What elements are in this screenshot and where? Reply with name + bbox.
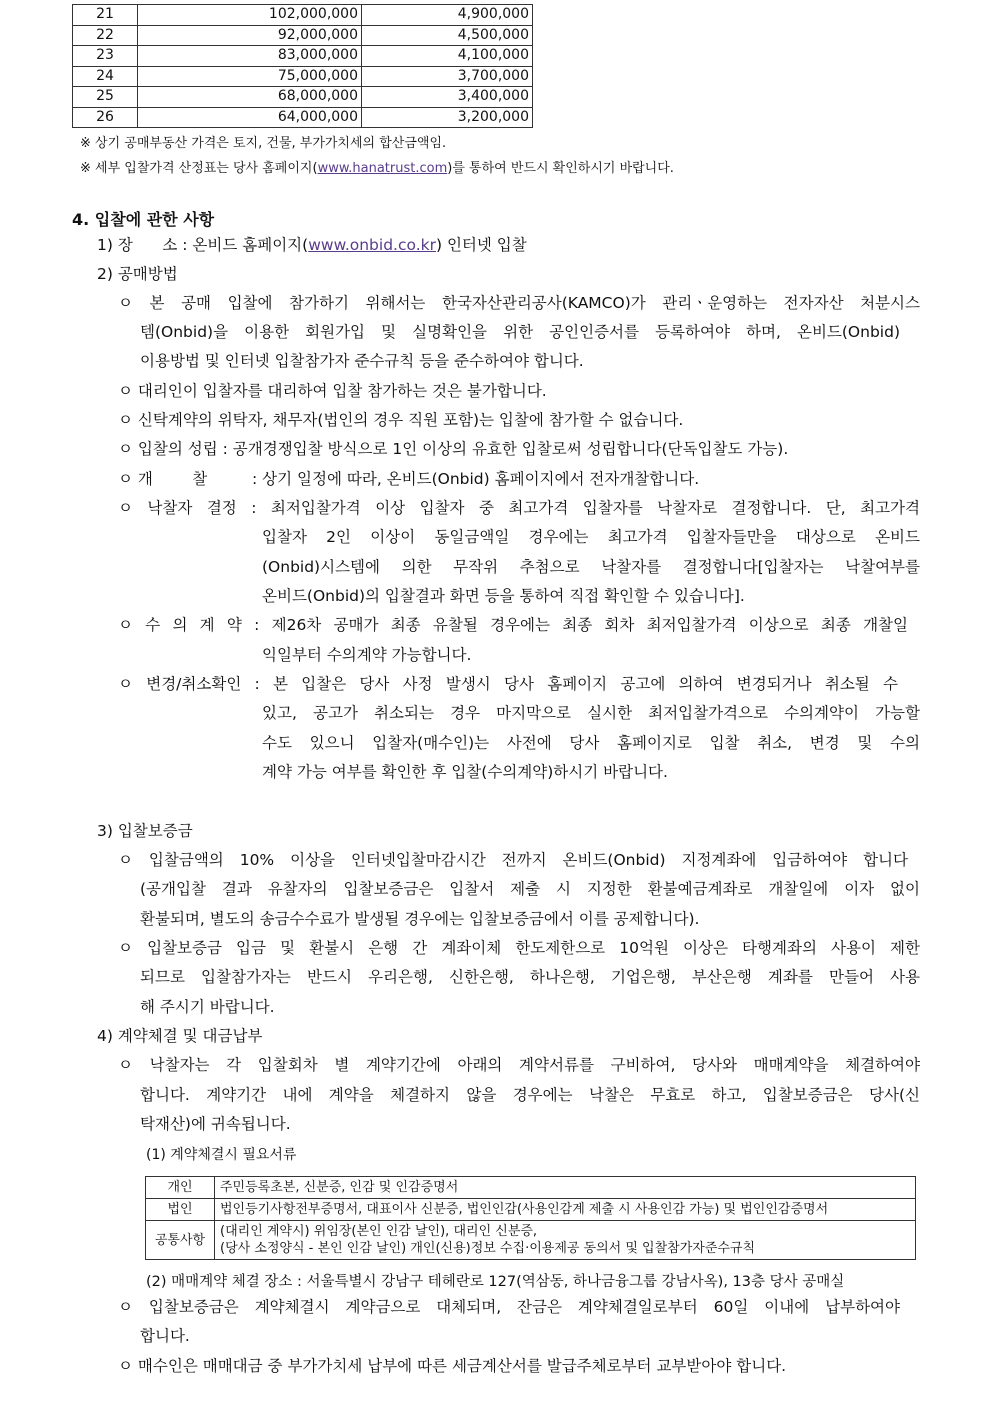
cell-deposit: 3,700,000 [362,66,533,87]
note-price-includes: ※ 상기 공매부동산 가격은 토지, 건물, 부가가치세의 합산금액임. [80,136,447,151]
method-item-1-l3: 이용방법 및 인터넷 입찰참가자 준수규칙 등을 준수하여야 합니다. [140,352,584,370]
line: ㅇ 변경/취소확인 : 본 입찰은 당사 사정 발생시 당사 홈페이지 공고에 의하여 변경되거나 취소될 수 [118,675,898,693]
table-row [73,46,533,67]
cell-round: 23 [73,46,138,67]
contract-item-2 [118,1292,900,1322]
deposit-item-1 [118,845,908,875]
method-item-6 [118,493,920,523]
required-documents-table [145,1176,916,1260]
deposit-title: 3) 입찰보증금 [97,822,193,840]
doc-text-line-2: (당사 소정양식 - 본인 인감 날인) 개인(신용)정보 수집·이용제공 동의서 및 입찰참가자준수규칙 [220,1241,756,1256]
table-row [73,107,533,128]
contract-item-1-l2 [140,1080,920,1110]
method-item-8-l3 [262,728,920,758]
line: 입찰자 2인 이상이 동일금액일 경우에는 최고가격 입찰자들만을 대상으로 온비드 [262,528,920,546]
line: ㅇ 입찰금액의 10% 이상을 인터넷입찰마감시간 전까지 온비드(Onbid) 지정계좌에 입금하여야 합니다 [118,851,908,869]
contract-title: 4) 계약체결 및 대금납부 [97,1027,263,1045]
note-homepage [80,157,674,176]
cell-price: 68,000,000 [138,87,362,108]
doc-kind: 법인 [146,1199,215,1221]
table-row [73,66,533,87]
deposit-item-1-l3: 환불되며, 별도의 송금수수료가 발생될 경우에는 입찰보증금에서 이를 공제합니다). [140,910,700,928]
line: ㅇ 낙찰자 결정 : 최저입찰가격 이상 입찰자 중 최고가격 입찰자를 낙찰자로 결정합니다. 단, 최고가격 [118,499,920,517]
line: ㅇ 낙찰자는 각 입찰회차 별 계약기간에 아래의 계약서류를 구비하여, 당사와 매매계약을 체결하여야 [118,1056,920,1074]
cell-round: 24 [73,66,138,87]
table-row [73,5,533,26]
method-item-3: ㅇ 신탁계약의 위탁자, 채무자(법인의 경우 직원 포함)는 입찰에 참가할 수 없습니다. [118,411,684,429]
cell-deposit: 4,500,000 [362,25,533,46]
line: ㅇ 수 의 계 약 : 제26차 공매가 최종 유찰될 경우에는 최종 회차 최저입찰가격 이상으로 최종 개찰일 [118,616,908,634]
bid-place [97,230,527,260]
table-row [146,1199,916,1221]
method-item-6-l4: 온비드(Onbid)의 입찰결과 화면 등을 통하여 직접 확인할 수 있습니다]. [262,587,745,605]
cell-deposit: 3,200,000 [362,107,533,128]
line: (Onbid)시스템에 의한 무작위 추첨으로 낙찰자를 결정합니다[입찰자는 낙찰여부를 [262,558,920,576]
method-item-7-l2: 익일부터 수의계약 가능합니다. [262,646,472,664]
contract-item-1-l3: 탁재산)에 귀속됩니다. [140,1115,291,1133]
contract-place: (2) 매매계약 체결 장소 : 서울특별시 강남구 테헤란로 127(역삼동, 하나금융그룹 강남사옥), 13층 당사 공매실 [146,1274,845,1290]
line: 수도 있으니 입찰자(매수인)는 사전에 당사 홈페이지로 입찰 취소, 변경 및 수의 [262,734,920,752]
line: 있고, 공고가 취소되는 경우 마지막으로 실시한 최저입찰가격으로 수의계약이 가능할 [262,704,920,722]
line: 되므로 입찰참가자는 반드시 우리은행, 신한은행, 하나은행, 기업은행, 부산은행 계좌를 만들어 사용 [140,968,920,986]
onbid-link[interactable]: www.onbid.co.kr [308,236,436,254]
table-row [146,1177,916,1199]
method-item-5-label: ㅇ 개 찰 [118,470,208,488]
docs-title: (1) 계약체결시 필요서류 [146,1147,297,1163]
method-item-6-l2 [262,522,920,552]
table-row [73,87,533,108]
line: ㅇ 본 공매 입찰에 참가하기 위해서는 한국자산관리공사(KAMCO)가 관리ㆍ운영하는 전자자산 처분시스 [118,294,920,312]
method-item-8 [118,669,898,699]
cell-price: 75,000,000 [138,66,362,87]
method-item-1 [118,288,920,318]
line: 템(Onbid)을 이용한 회원가입 및 실명확인을 위한 공인인증서를 등록하여야 하며, 온비드(Onbid) [140,323,900,341]
bid-place-pre: 1) 장 소 : 온비드 홈페이지( [97,236,309,254]
deposit-item-1-l2 [140,874,920,904]
cell-deposit: 4,100,000 [362,46,533,67]
method-item-8-l2 [262,698,920,728]
doc-text: 주민등록초본, 신분증, 인감 및 인감증명서 [215,1177,916,1199]
cell-price: 102,000,000 [138,5,362,26]
cell-deposit: 3,400,000 [362,87,533,108]
table-row [146,1221,916,1260]
contract-item-3: ㅇ 매수인은 매매대금 중 부가가치세 납부에 따른 세금계산서를 발급주체로부터 교부받아야 합니다. [118,1357,787,1375]
note-homepage-post: )를 통하여 반드시 확인하시기 바랍니다. [447,161,674,176]
cell-price: 83,000,000 [138,46,362,67]
doc-kind: 개인 [146,1177,215,1199]
method-item-5-text: : 상기 일정에 따라, 온비드(Onbid) 홈페이지에서 전자개찰합니다. [252,470,700,488]
method-item-4: ㅇ 입찰의 성립 : 공개경쟁입찰 방식으로 1인 이상의 유효한 입찰로써 성립합니다(단독입찰도 가능). [118,440,789,458]
method-item-6-l3 [262,552,920,582]
hanatrust-link[interactable]: www.hanatrust.com [317,161,448,176]
doc-text: 법인등기사항전부증명서, 대표이사 신분증, 법인인감(사용인감계 제출 시 사용인감 가능) 및 법인인감증명서 [215,1199,916,1221]
deposit-item-2 [118,933,920,963]
line: ㅇ 입찰보증금은 계약체결시 계약금으로 대체되며, 잔금은 계약체결일로부터 60일 이내에 납부하여야 [118,1298,900,1316]
note-homepage-pre: ※ 세부 입찰가격 산정표는 당사 홈페이지( [80,161,318,176]
method-item-1-l2 [140,317,900,347]
deposit-item-2-l3: 해 주시기 바랍니다. [140,998,275,1016]
bid-price-table [72,4,533,128]
cell-price: 64,000,000 [138,107,362,128]
cell-round: 25 [73,87,138,108]
method-item-2: ㅇ 대리인이 입찰자를 대리하여 입찰 참가하는 것은 불가합니다. [118,382,547,400]
line: ㅇ 입찰보증금 입금 및 환불시 은행 간 계좌이체 한도제한으로 10억원 이상은 타행계좌의 사용이 제한 [118,939,920,957]
cell-round: 26 [73,107,138,128]
table-row [73,25,533,46]
cell-round: 21 [73,5,138,26]
cell-price: 92,000,000 [138,25,362,46]
doc-text-line-1: (대리인 계약시) 위임장(본인 인감 날인), 대리인 신분증, [220,1224,538,1239]
contract-item-2-l2: 합니다. [140,1327,190,1345]
line: 합니다. 계약기간 내에 계약을 체결하지 않을 경우에는 낙찰은 무효로 하고, 입찰보증금은 당사(신 [140,1086,920,1104]
doc-text [215,1221,916,1260]
cell-deposit: 4,900,000 [362,5,533,26]
method-item-7 [118,610,908,640]
contract-item-1 [118,1050,920,1080]
method-title: 2) 공매방법 [97,265,178,283]
deposit-item-2-l2 [140,962,920,992]
doc-kind: 공통사항 [146,1221,215,1260]
bid-place-post: ) 인터넷 입찰 [435,236,527,254]
method-item-8-l4: 계약 가능 여부를 확인한 후 입찰(수의계약)하시기 바랍니다. [262,763,668,781]
line: (공개입찰 결과 유찰자의 입찰보증금은 입찰서 제출 시 지정한 환불예금계좌로 개찰일에 이자 없이 [140,880,920,898]
cell-round: 22 [73,25,138,46]
section-title: 4. 입찰에 관한 사항 [72,210,215,229]
